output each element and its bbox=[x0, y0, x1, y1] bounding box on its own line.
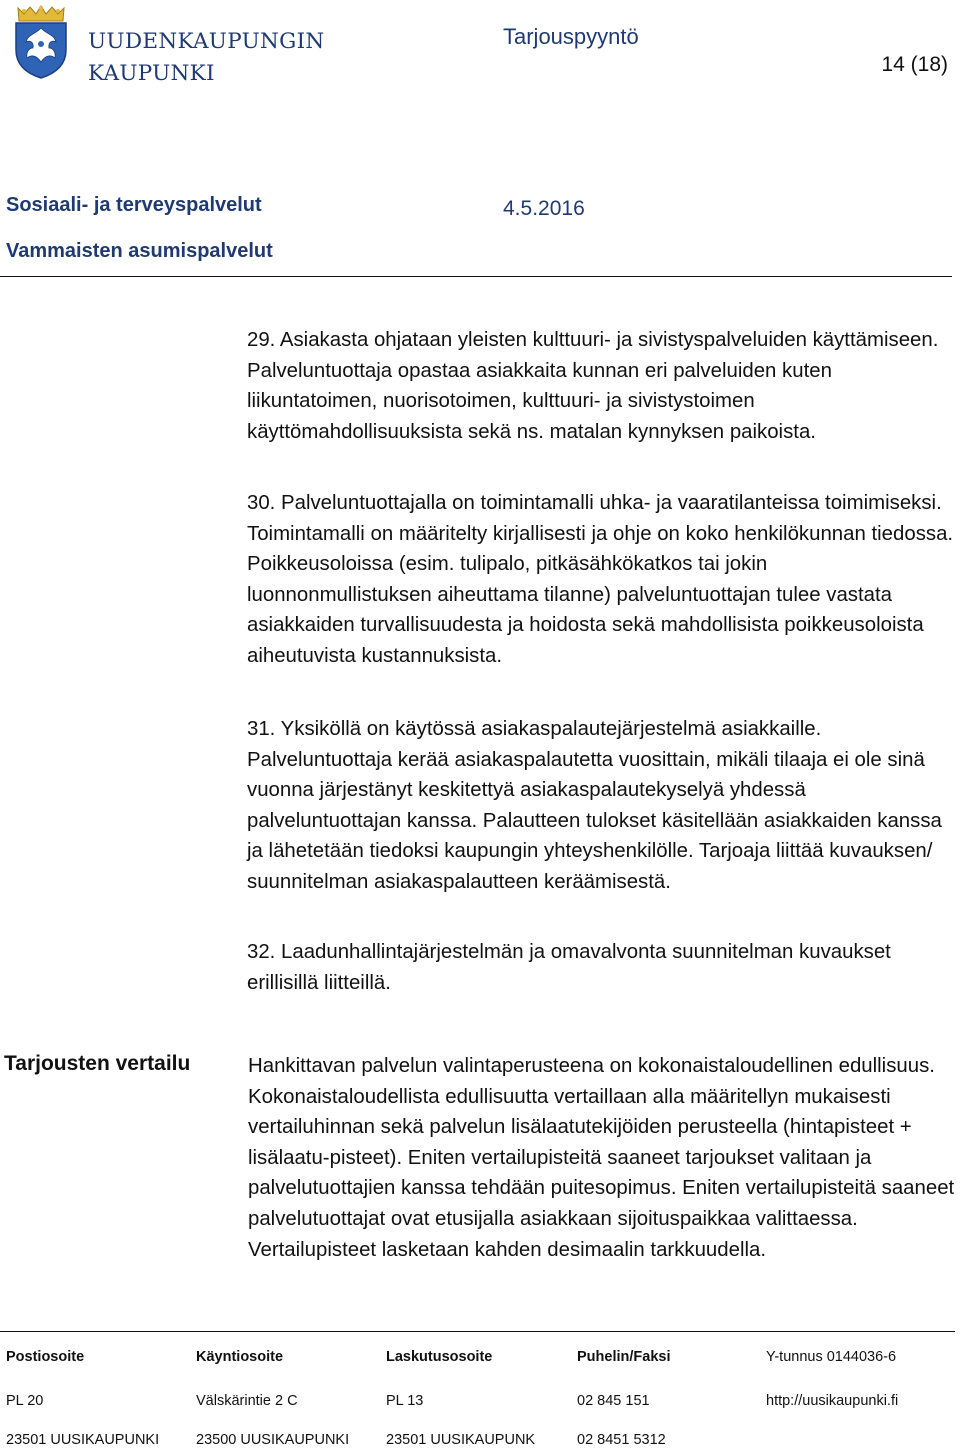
department-name: Sosiaali- ja terveyspalvelut bbox=[6, 194, 262, 216]
department-block bbox=[6, 182, 273, 274]
paragraph-text: 29. Asiakasta ohjataan yleisten kulttuuri- ja sivistyspalveluiden käyttämiseen. Palveluntuottaja opastaa asiakkaita kunnan eri palveluiden kuten liikuntatoimen, nuorisotoimen, kulttuuri- ja sivistystoimen käyttömahdollisuuksista sekä ns. matalan kynnyksen paikoista. bbox=[247, 329, 939, 443]
footer-business-id: Y-tunnus 0144036-6 bbox=[766, 1349, 897, 1365]
paragraph-29 bbox=[247, 325, 957, 447]
footer-website-link[interactable]: http://uusikaupunki.fi bbox=[766, 1393, 899, 1409]
organization-name bbox=[88, 26, 325, 90]
organization-name-line1: UUDENKAUPUNGIN bbox=[88, 29, 325, 54]
footer-billing-label: Laskutusosoite bbox=[386, 1349, 493, 1365]
coat-of-arms-icon bbox=[12, 4, 70, 80]
footer-postal-line1: PL 20 bbox=[6, 1393, 44, 1409]
paragraph-text: 31. Yksiköllä on käytössä asiakaspalautejärjestelmä asiakkaille. Palveluntuottaja kerää asiakaspalautetta vuosittain, mikäli tilaaja ei ole sinä vuonna järjestänyt keskitettyä asiakaspalautekyselyä yhdessä palveluntuottajan kanssa. Palautteen tulokset käsitellään asiakkaiden kanssa ja lähetetään tiedoksi kaupungin yhteyshenkilölle. Tarjoaja liittää kuvauksen/ suunnitelman asiakaspalautteen keräämisestä. bbox=[247, 718, 942, 893]
header-divider bbox=[0, 276, 952, 277]
document-type: Tarjouspyyntö bbox=[503, 24, 639, 49]
paragraph-32 bbox=[247, 937, 957, 998]
footer-phone-label: Puhelin/Faksi bbox=[577, 1349, 671, 1365]
paragraph-31 bbox=[247, 714, 957, 897]
footer-divider bbox=[0, 1331, 955, 1332]
unit-name: Vammaisten asumispalvelut bbox=[6, 240, 273, 262]
footer-billing-line2: 23501 UUSIKAUPUNK bbox=[386, 1432, 536, 1448]
page-number: 14 (18) bbox=[881, 53, 948, 76]
comparison-text: Hankittavan palvelun valintaperusteena on kokonaistaloudellinen edullisuus. Kokonaistaloudellista edullisuutta vertaillaan alla määritellyn mukaisesti vertailuhinnan sekä palvelun lisälaatutekijöiden perusteella (hintapisteet + lisälaatu-pisteet). Eniten vertailupisteitä saaneet tarjoukset valitaan ja palvelutuottajien kanssa tehdään puitesopimus. Eniten vertailupisteitä saaneet palvelutuottajat ovat etusijalla asiakkaan sijoituspaikkaa valittaessa. Vertailupisteet lasketaan kahden desimaalin tarkkuudella. bbox=[248, 1055, 955, 1261]
footer-postal-line2: 23501 UUSIKAUPUNKI bbox=[6, 1432, 160, 1448]
footer-visiting-line1: Välskärintie 2 C bbox=[196, 1393, 298, 1409]
paragraph-30 bbox=[247, 488, 957, 671]
footer-phone-line2: 02 8451 5312 bbox=[577, 1432, 666, 1448]
paragraph-text: 30. Palveluntuottajalla on toimintamalli uhka- ja vaaratilanteissa toimimiseksi. Toimintamalli on määritelty kirjallisesti ja ohje on koko henkilökunnan tiedossa. Poikkeusoloissa (esim. tulipalo, pitkäsähkökatkos tai jokin luonnonmullistuksen aiheuttama tilanne) palveluntuottajan tulee vastata asiakkaiden turvallisuudesta ja hoidosta sekä mahdollisista poikkeusoloista aiheutuvista kustannuksista. bbox=[247, 492, 954, 667]
footer-billing-line1: PL 13 bbox=[386, 1393, 424, 1409]
footer-visiting-line2: 23500 UUSIKAUPUNKI bbox=[196, 1432, 350, 1448]
document-date: 4.5.2016 bbox=[503, 197, 585, 220]
organization-name-line2: KAUPUNKI bbox=[88, 61, 215, 86]
footer-visiting-label: Käyntiosoite bbox=[196, 1349, 284, 1365]
section-heading: Tarjousten vertailu bbox=[4, 1052, 191, 1075]
footer-phone-line1: 02 845 151 bbox=[577, 1393, 650, 1409]
footer-postal-label: Postiosoite bbox=[6, 1349, 85, 1365]
paragraph-text: 32. Laadunhallintajärjestelmän ja omavalvonta suunnitelman kuvaukset erillisillä liitteillä. bbox=[247, 941, 891, 994]
